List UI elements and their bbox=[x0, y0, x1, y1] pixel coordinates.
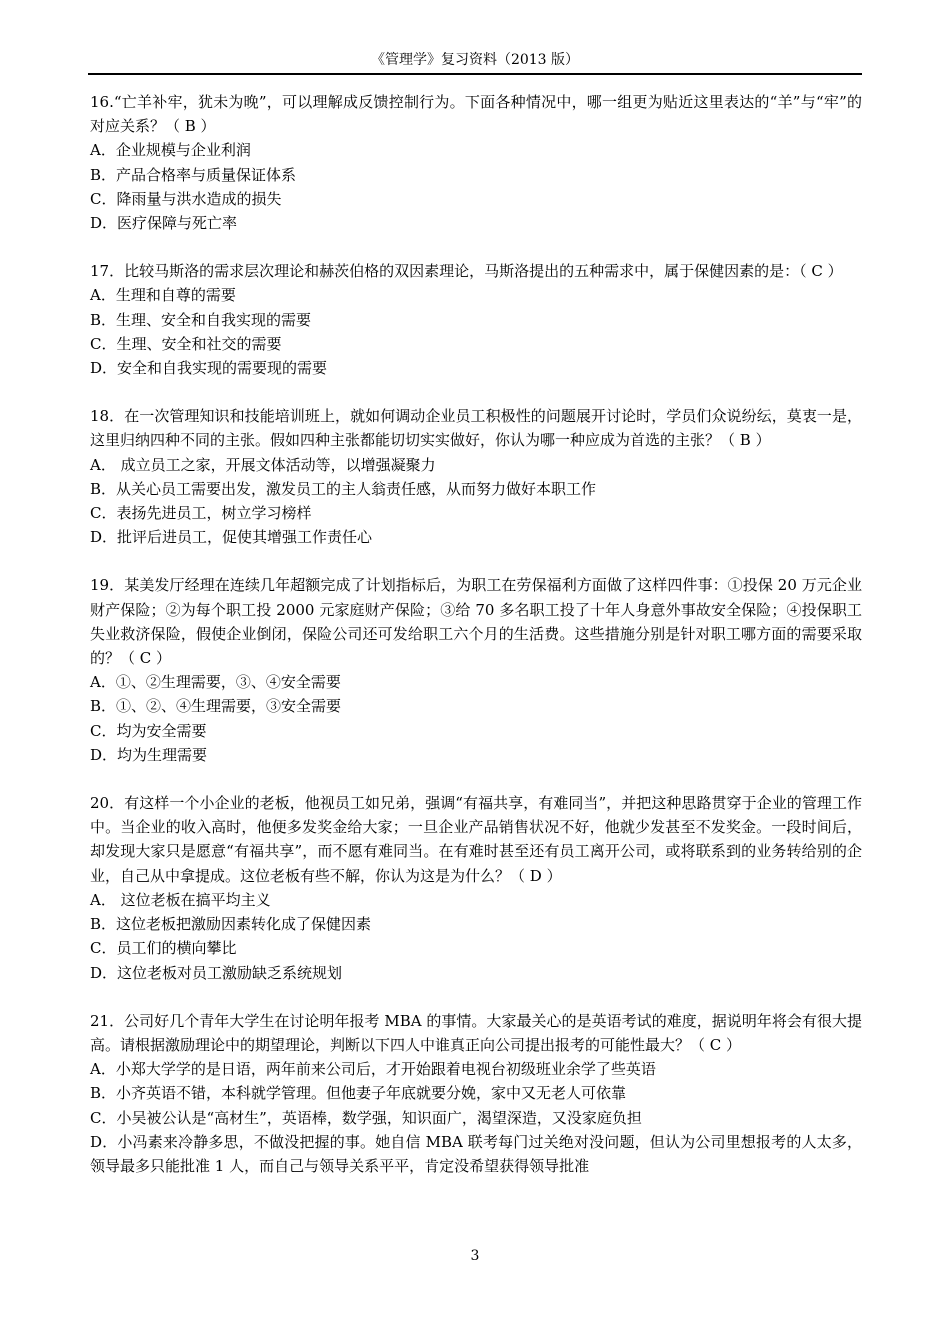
option-d: D．医疗保障与死亡率 bbox=[90, 214, 238, 233]
option-d: D．这位老板对员工激励缺乏系统规划 bbox=[90, 963, 343, 982]
option-d: D．小冯素来冷静多思，不做没把握的事。她自信 MBA 联考每门过关绝对没问题，但认为公司里想报考的人太多，领导最多只能批准 1 人，而自己与领导关系平平，肯定没希望获得领导批准 bbox=[90, 1132, 862, 1175]
option-b: B．①、②、④生理需要，③安全需要 bbox=[90, 697, 342, 716]
question-18 bbox=[90, 404, 862, 549]
option-d: D．批评后进员工，促使其增强工作责任心 bbox=[90, 528, 373, 547]
option-d: D．均为生理需要 bbox=[90, 745, 208, 764]
header-divider bbox=[88, 73, 862, 75]
question-17 bbox=[90, 259, 862, 380]
question-16 bbox=[90, 90, 862, 235]
option-a: A．小郑大学学的是日语，两年前来公司后，才开始跟着电视台初级班业余学了些英语 bbox=[90, 1060, 656, 1079]
option-a: A． 成立员工之家，开展文体活动等，以增强凝聚力 bbox=[90, 455, 436, 474]
question-21 bbox=[90, 1009, 862, 1178]
option-a: A．企业规模与企业利润 bbox=[90, 141, 251, 160]
option-b: B．这位老板把激励因素转化成了保健因素 bbox=[90, 915, 372, 934]
option-b: B．产品合格率与质量保证体系 bbox=[90, 165, 297, 184]
option-a: A． 这位老板在搞平均主义 bbox=[90, 890, 271, 909]
document-header: 《管理学》复习资料（2013 版） bbox=[370, 52, 580, 68]
question-stem: 18．在一次管理知识和技能培训班上，就如何调动企业员工积极性的问题展开讨论时，学员们众说纷纭，莫衷一是，这里归纳四种不同的主张。假如四种主张都能切切实实做好，你认为哪一种应成为首选的主张？（ B ） bbox=[90, 407, 862, 450]
option-b: B．生理、安全和自我实现的需要 bbox=[90, 310, 312, 329]
page-number: 3 bbox=[470, 1248, 480, 1264]
option-a: A．生理和自尊的需要 bbox=[90, 286, 236, 305]
option-a: A．①、②生理需要，③、④安全需要 bbox=[90, 673, 341, 692]
option-b: B．从关心员工需要出发，激发员工的主人翁责任感，从而努力做好本职工作 bbox=[90, 479, 597, 498]
option-c: C．员工们的横向攀比 bbox=[90, 939, 237, 958]
question-stem: 21．公司好几个青年大学生在讨论明年报考 MBA 的事情。大家最关心的是英语考试的难度，据说明年将会有很大提高。请根据激励理论中的期望理论，判断以下四人中谁真正向公司提出报考的可能性最大？（ C ） bbox=[90, 1011, 862, 1054]
question-20 bbox=[90, 791, 862, 985]
question-stem: 17．比较马斯洛的需求层次理论和赫茨伯格的双因素理论，马斯洛提出的五种需求中，属于保健因素的是：（ C ） bbox=[90, 262, 843, 281]
option-d: D．安全和自我实现的需要现的需要 bbox=[90, 359, 328, 378]
option-c: C．均为安全需要 bbox=[90, 721, 207, 740]
option-b: B．小齐英语不错，本科就学管理。但他妻子年底就要分娩，家中又无老人可依靠 bbox=[90, 1084, 627, 1103]
option-c: C．降雨量与洪水造成的损失 bbox=[90, 189, 282, 208]
question-stem: 19．某美发厅经理在连续几年超额完成了计划指标后，为职工在劳保福利方面做了这样四件事：①投保 20 万元企业财产保险；②为每个职工投 2000 元家庭财产保险；③给 70 多名职工投了十年人身意外事故安全保险；④投保职工失业救济保险，假使企业倒闭，保险公司还可发给职工六个月的生活费。这些措施分别是针对职工哪方面的需要采取的？（ C ） bbox=[90, 576, 862, 668]
option-c: C．生理、安全和社交的需要 bbox=[90, 334, 282, 353]
question-list bbox=[90, 90, 862, 1202]
option-c: C．小吴被公认是“高材生”，英语棒，数学强，知识面广，渴望深造，又没家庭负担 bbox=[90, 1108, 642, 1127]
option-c: C．表扬先进员工，树立学习榜样 bbox=[90, 504, 312, 523]
question-stem: 16.“亡羊补牢，犹未为晚”，可以理解成反馈控制行为。下面各种情况中，哪一组更为贴近这里表达的“羊”与“牢”的对应关系？（ B ） bbox=[90, 93, 862, 136]
question-19 bbox=[90, 573, 862, 767]
question-stem: 20．有这样一个小企业的老板，他视员工如兄弟，强调“有福共享，有难同当”，并把这种思路贯穿于企业的管理工作中。当企业的收入高时，他便多发奖金给大家；一旦企业产品销售状况不好，他就少发甚至不发奖金。一段时间后，却发现大家只是愿意“有福共享”，而不愿有难同当。在有难时甚至还有员工离开公司，或将联系到的业务转给别的企业，自己从中拿提成。这位老板有些不解，你认为这是为什么？（ D ） bbox=[90, 794, 862, 885]
